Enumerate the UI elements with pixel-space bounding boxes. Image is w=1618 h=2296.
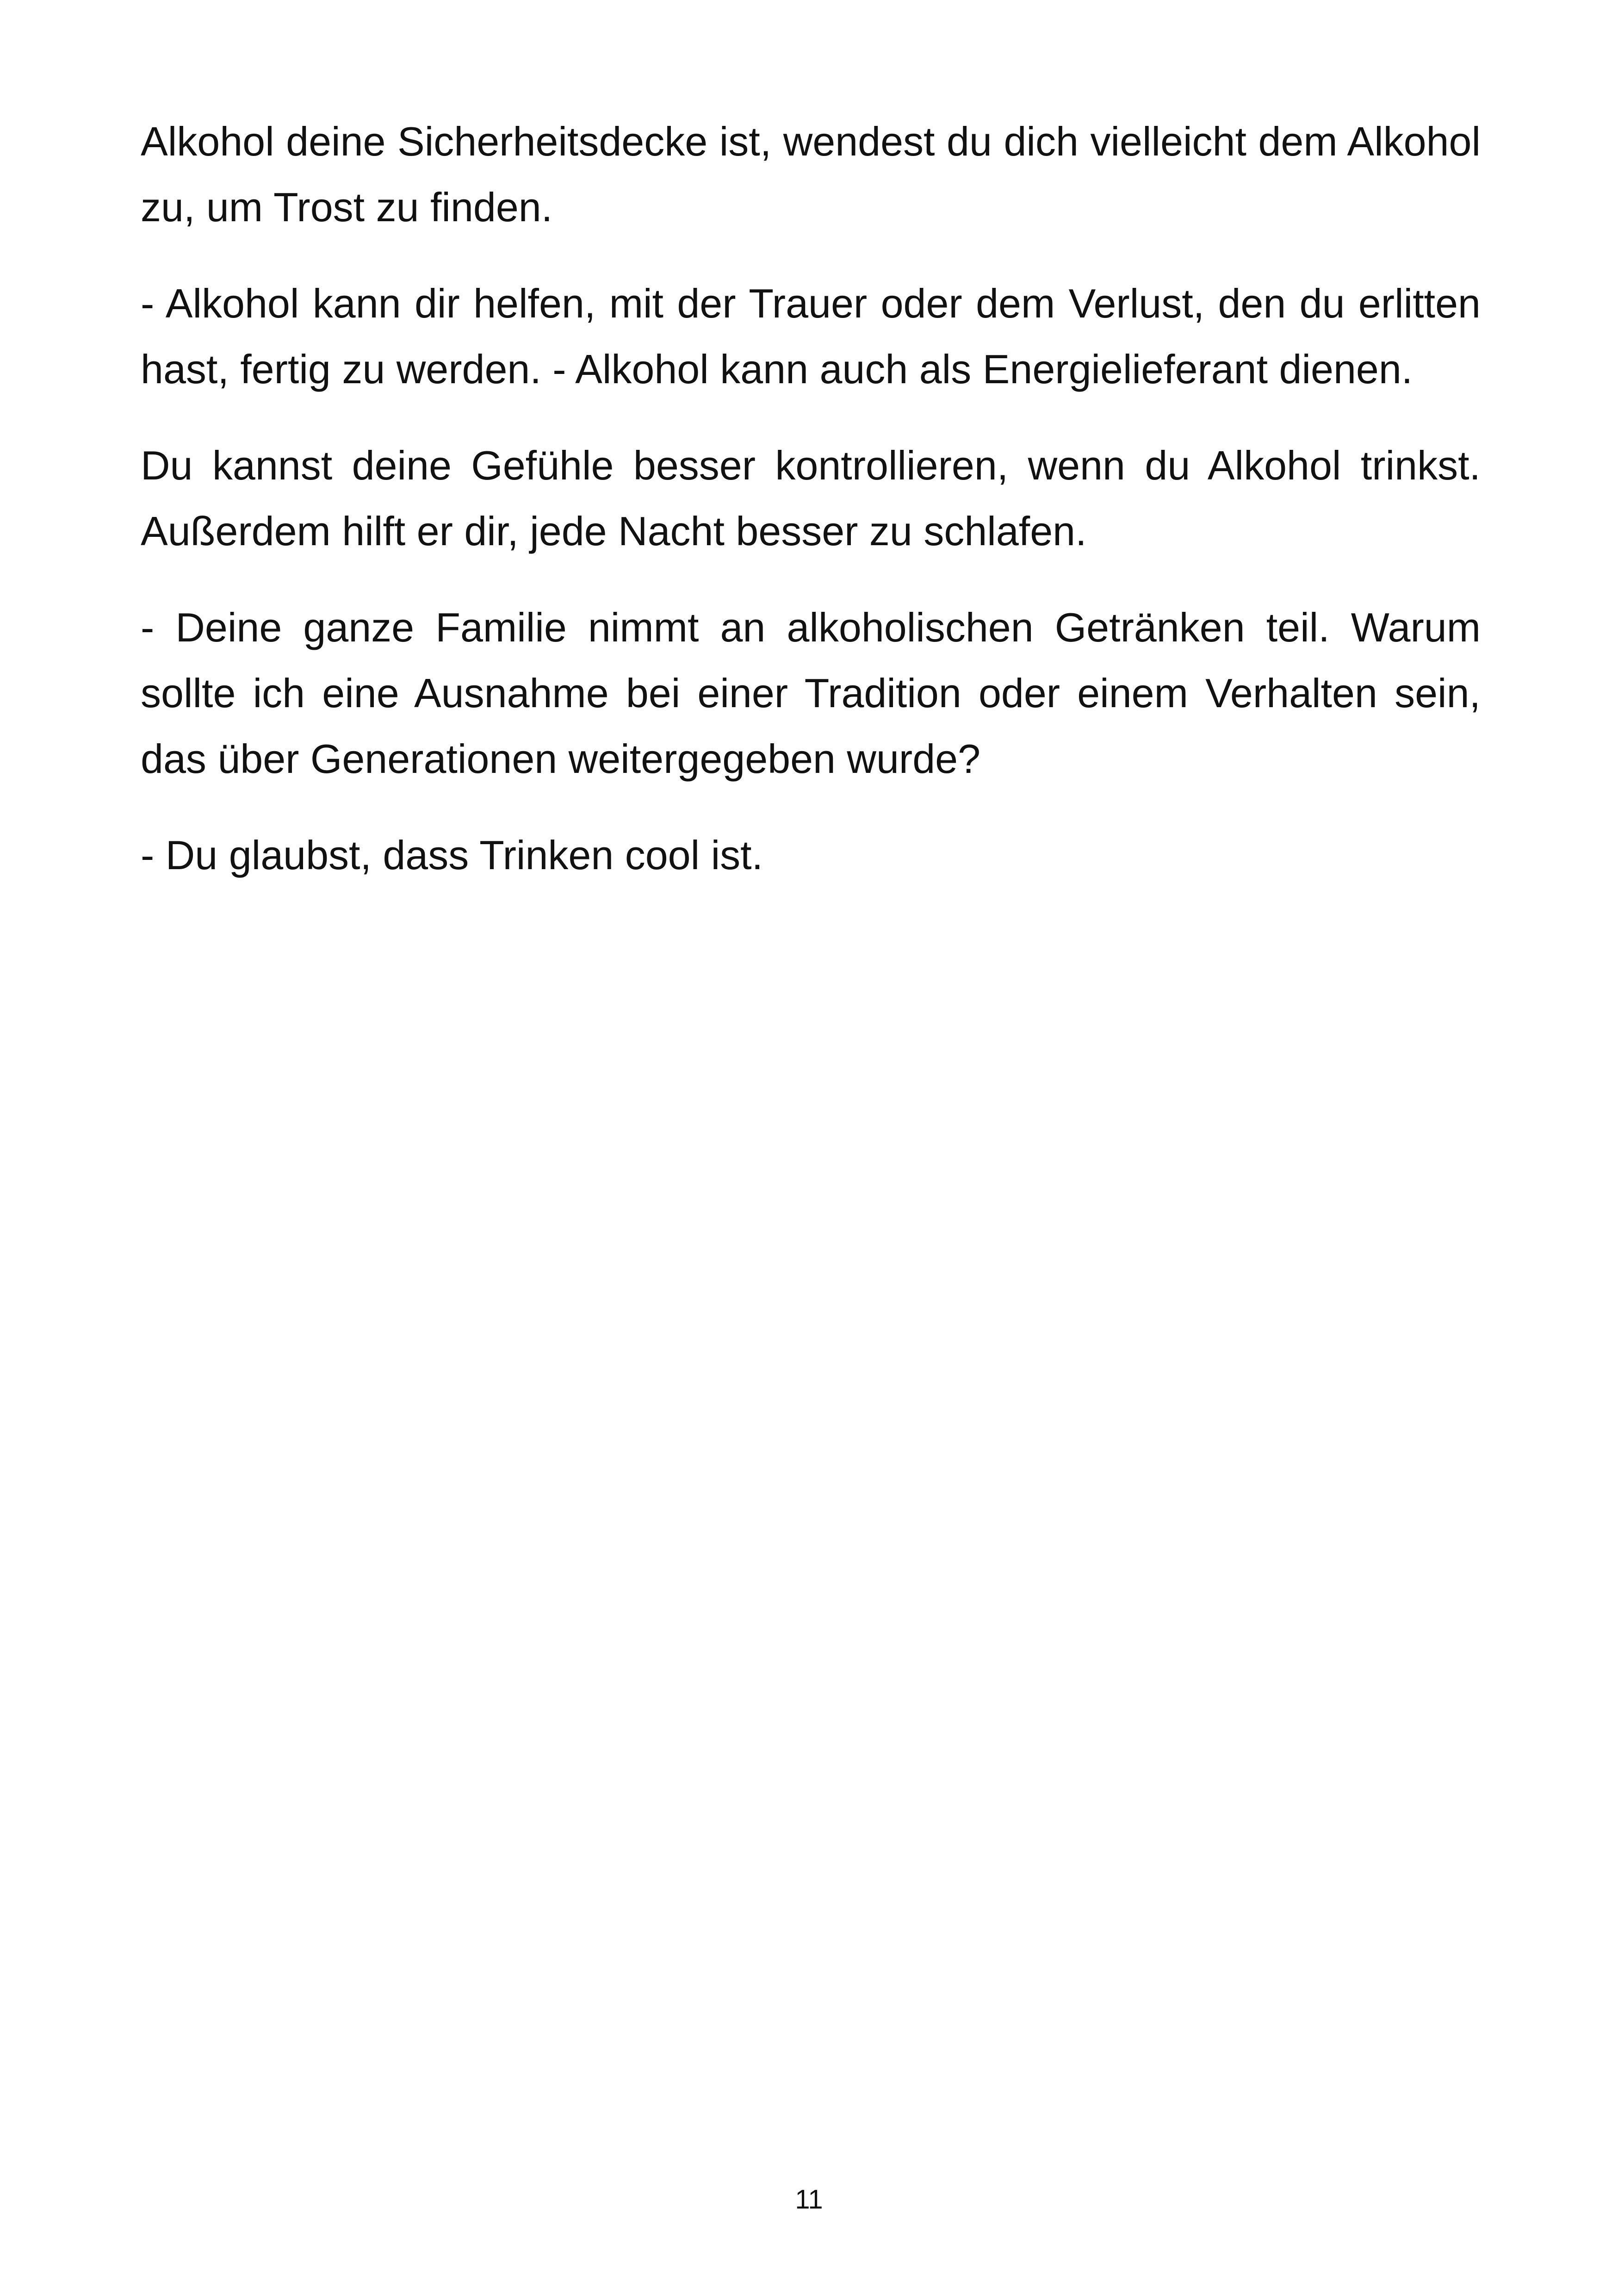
- body-text: [141, 109, 1481, 919]
- paragraph-2: - Alkohol kann dir helfen, mit der Trauer oder dem Verlust, den du erlitten hast, fertig zu werden. - Alkohol kann auch als Energielieferant dienen.: [141, 280, 1481, 392]
- page-number: 11: [795, 2184, 823, 2215]
- paragraph-1: Alkohol deine Sicherheitsdecke ist, wendest du dich vielleicht dem Alkohol zu, um Trost zu finden.: [141, 118, 1481, 230]
- paragraph-5: - Du glaubst, dass Trinken cool ist.: [141, 832, 763, 878]
- paragraph-3: Du kannst deine Gefühle besser kontrollieren, wenn du Alkohol trinkst. Außerdem hilft er dir, jede Nacht besser zu schlafen.: [141, 442, 1481, 554]
- paragraph-4: - Deine ganze Familie nimmt an alkoholischen Getränken teil. Warum sollte ich eine Ausnahme bei einer Tradition oder einem Verhalten sein, das über Generationen weitergegeben wurde?: [141, 604, 1481, 782]
